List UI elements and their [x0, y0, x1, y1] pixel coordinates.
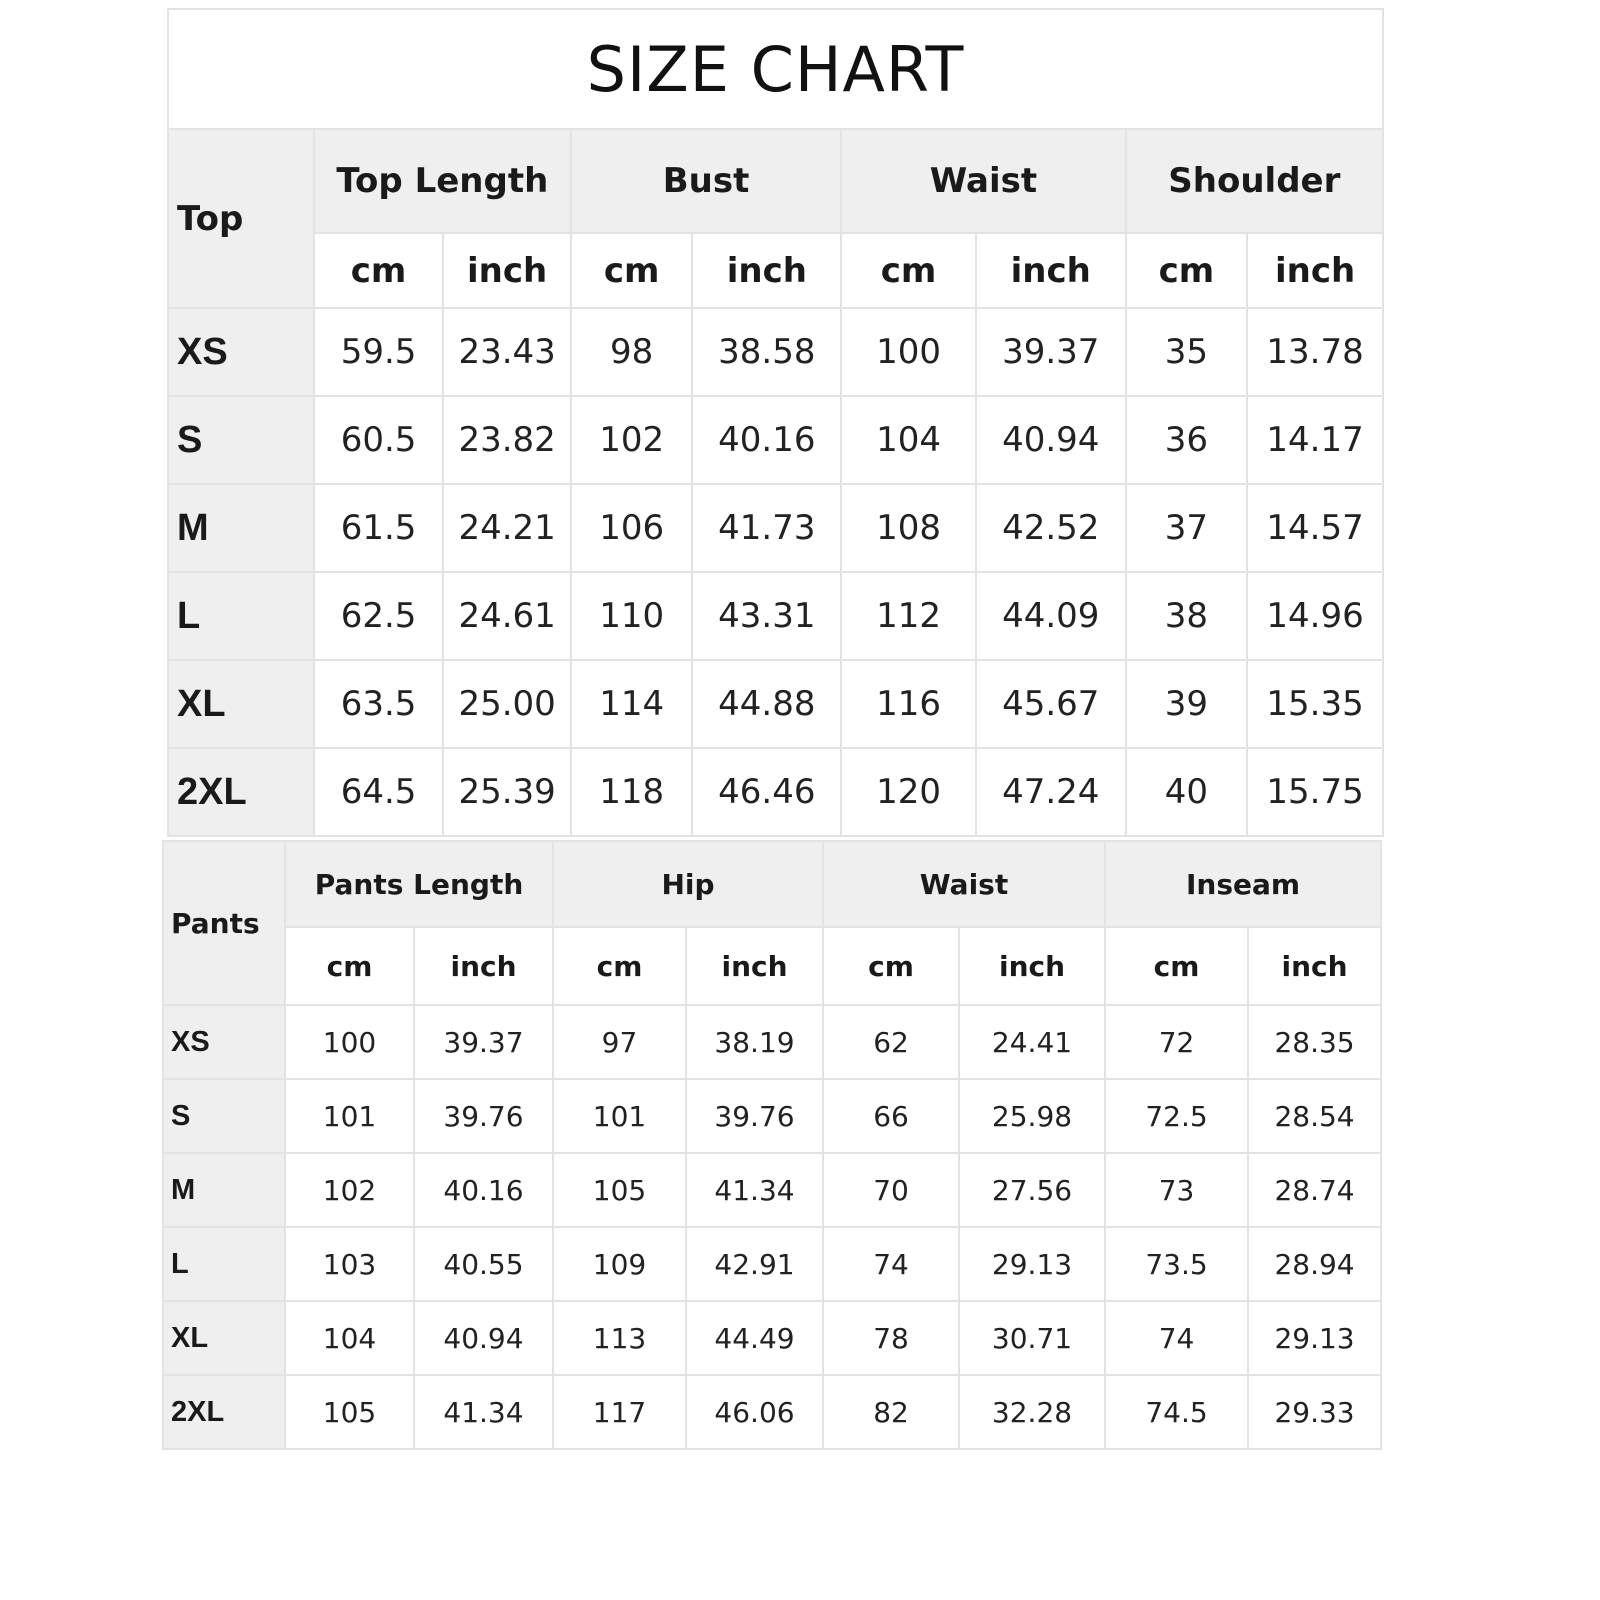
- table-cell: 40.94: [414, 1301, 553, 1375]
- table-cell: 29.13: [1248, 1301, 1381, 1375]
- table-cell: 25.00: [443, 660, 571, 748]
- table-cell: 102: [285, 1153, 414, 1227]
- table-cell: 117: [553, 1375, 686, 1449]
- table-cell: 24.21: [443, 484, 571, 572]
- table-cell: 39.76: [414, 1079, 553, 1153]
- table-cell: 15.35: [1247, 660, 1383, 748]
- table-cell: 47.24: [976, 748, 1126, 836]
- table-cell: 41.34: [414, 1375, 553, 1449]
- table-row: [163, 1079, 1381, 1153]
- table-cell: 23.82: [443, 396, 571, 484]
- unit-header: cm: [841, 233, 976, 308]
- size-label: XS: [168, 308, 314, 396]
- table-cell: 41.73: [692, 484, 841, 572]
- table-row: [168, 308, 1383, 396]
- pants-group-pants-length: Pants Length: [285, 841, 553, 927]
- table-cell: 23.43: [443, 308, 571, 396]
- size-label: XL: [163, 1301, 285, 1375]
- unit-header: inch: [1247, 233, 1383, 308]
- table-cell: 101: [553, 1079, 686, 1153]
- table-cell: 102: [571, 396, 692, 484]
- table-cell: 63.5: [314, 660, 444, 748]
- table-cell: 39: [1126, 660, 1247, 748]
- unit-header: inch: [1248, 927, 1381, 1005]
- table-row: [163, 1227, 1381, 1301]
- table-cell: 39.76: [686, 1079, 823, 1153]
- top-group-waist: Waist: [841, 129, 1125, 233]
- table-cell: 39.37: [414, 1005, 553, 1079]
- table-cell: 40.94: [976, 396, 1126, 484]
- size-label: L: [163, 1227, 285, 1301]
- table-cell: 105: [285, 1375, 414, 1449]
- table-cell: 118: [571, 748, 692, 836]
- table-cell: 25.39: [443, 748, 571, 836]
- top-group-bust: Bust: [571, 129, 841, 233]
- size-label: 2XL: [163, 1375, 285, 1449]
- pants-unit-header-row: [163, 927, 1381, 1005]
- top-size-table: [167, 8, 1384, 837]
- table-cell: 74: [823, 1227, 959, 1301]
- unit-header: inch: [686, 927, 823, 1005]
- table-cell: 40.16: [414, 1153, 553, 1227]
- table-cell: 104: [841, 396, 976, 484]
- size-label: M: [163, 1153, 285, 1227]
- unit-header: inch: [692, 233, 841, 308]
- top-group-header-row: [168, 129, 1383, 233]
- size-label: L: [168, 572, 314, 660]
- table-cell: 59.5: [314, 308, 444, 396]
- table-cell: 38.19: [686, 1005, 823, 1079]
- table-cell: 104: [285, 1301, 414, 1375]
- unit-header: cm: [823, 927, 959, 1005]
- table-cell: 38.58: [692, 308, 841, 396]
- table-cell: 43.31: [692, 572, 841, 660]
- pants-size-table: [162, 840, 1382, 1450]
- table-row: [168, 748, 1383, 836]
- table-cell: 101: [285, 1079, 414, 1153]
- table-cell: 120: [841, 748, 976, 836]
- table-cell: 64.5: [314, 748, 444, 836]
- page-title: SIZE CHART: [168, 9, 1383, 129]
- table-cell: 61.5: [314, 484, 444, 572]
- table-cell: 14.57: [1247, 484, 1383, 572]
- table-cell: 72.5: [1105, 1079, 1248, 1153]
- table-row: [168, 484, 1383, 572]
- size-label: S: [163, 1079, 285, 1153]
- table-cell: 30.71: [959, 1301, 1105, 1375]
- table-cell: 15.75: [1247, 748, 1383, 836]
- table-cell: 62.5: [314, 572, 444, 660]
- top-unit-header-row: [168, 233, 1383, 308]
- unit-header: cm: [314, 233, 444, 308]
- table-cell: 35: [1126, 308, 1247, 396]
- table-cell: 98: [571, 308, 692, 396]
- size-label: 2XL: [168, 748, 314, 836]
- table-row: [163, 1375, 1381, 1449]
- table-cell: 46.06: [686, 1375, 823, 1449]
- table-cell: 103: [285, 1227, 414, 1301]
- table-cell: 73: [1105, 1153, 1248, 1227]
- table-cell: 32.28: [959, 1375, 1105, 1449]
- top-corner-label: Top: [168, 129, 314, 308]
- table-cell: 14.96: [1247, 572, 1383, 660]
- top-group-shoulder: Shoulder: [1126, 129, 1383, 233]
- table-row: [168, 660, 1383, 748]
- table-cell: 114: [571, 660, 692, 748]
- table-cell: 97: [553, 1005, 686, 1079]
- unit-header: cm: [1126, 233, 1247, 308]
- unit-header: inch: [976, 233, 1126, 308]
- unit-header: inch: [959, 927, 1105, 1005]
- table-cell: 42.52: [976, 484, 1126, 572]
- size-label: XS: [163, 1005, 285, 1079]
- table-cell: 13.78: [1247, 308, 1383, 396]
- table-cell: 38: [1126, 572, 1247, 660]
- table-cell: 37: [1126, 484, 1247, 572]
- pants-group-waist: Waist: [823, 841, 1105, 927]
- table-cell: 39.37: [976, 308, 1126, 396]
- table-cell: 109: [553, 1227, 686, 1301]
- table-cell: 100: [285, 1005, 414, 1079]
- table-cell: 45.67: [976, 660, 1126, 748]
- table-cell: 105: [553, 1153, 686, 1227]
- table-cell: 25.98: [959, 1079, 1105, 1153]
- table-row: [163, 1005, 1381, 1079]
- pants-group-header-row: [163, 841, 1381, 927]
- table-cell: 40.16: [692, 396, 841, 484]
- table-cell: 112: [841, 572, 976, 660]
- table-cell: 66: [823, 1079, 959, 1153]
- unit-header: cm: [553, 927, 686, 1005]
- table-cell: 82: [823, 1375, 959, 1449]
- table-cell: 113: [553, 1301, 686, 1375]
- table-cell: 74.5: [1105, 1375, 1248, 1449]
- pants-group-hip: Hip: [553, 841, 823, 927]
- top-group-top-length: Top Length: [314, 129, 571, 233]
- table-cell: 110: [571, 572, 692, 660]
- table-cell: 14.17: [1247, 396, 1383, 484]
- size-label: XL: [168, 660, 314, 748]
- unit-header: inch: [414, 927, 553, 1005]
- table-cell: 41.34: [686, 1153, 823, 1227]
- table-cell: 42.91: [686, 1227, 823, 1301]
- table-cell: 40.55: [414, 1227, 553, 1301]
- table-row: [168, 396, 1383, 484]
- table-cell: 29.33: [1248, 1375, 1381, 1449]
- table-cell: 74: [1105, 1301, 1248, 1375]
- table-cell: 44.88: [692, 660, 841, 748]
- table-cell: 62: [823, 1005, 959, 1079]
- table-cell: 28.35: [1248, 1005, 1381, 1079]
- table-cell: 72: [1105, 1005, 1248, 1079]
- table-cell: 108: [841, 484, 976, 572]
- pants-group-inseam: Inseam: [1105, 841, 1381, 927]
- table-cell: 28.94: [1248, 1227, 1381, 1301]
- table-cell: 46.46: [692, 748, 841, 836]
- table-cell: 28.74: [1248, 1153, 1381, 1227]
- table-cell: 27.56: [959, 1153, 1105, 1227]
- size-label: S: [168, 396, 314, 484]
- pants-corner-label: Pants: [163, 841, 285, 1005]
- table-cell: 60.5: [314, 396, 444, 484]
- size-label: M: [168, 484, 314, 572]
- unit-header: cm: [1105, 927, 1248, 1005]
- table-cell: 116: [841, 660, 976, 748]
- table-cell: 100: [841, 308, 976, 396]
- table-cell: 106: [571, 484, 692, 572]
- table-cell: 73.5: [1105, 1227, 1248, 1301]
- table-row: [163, 1301, 1381, 1375]
- table-cell: 24.41: [959, 1005, 1105, 1079]
- unit-header: inch: [443, 233, 571, 308]
- table-cell: 44.49: [686, 1301, 823, 1375]
- table-cell: 78: [823, 1301, 959, 1375]
- table-row: [168, 572, 1383, 660]
- table-cell: 24.61: [443, 572, 571, 660]
- table-cell: 70: [823, 1153, 959, 1227]
- table-cell: 40: [1126, 748, 1247, 836]
- unit-header: cm: [571, 233, 692, 308]
- unit-header: cm: [285, 927, 414, 1005]
- table-cell: 29.13: [959, 1227, 1105, 1301]
- table-row: [163, 1153, 1381, 1227]
- table-cell: 28.54: [1248, 1079, 1381, 1153]
- table-cell: 44.09: [976, 572, 1126, 660]
- table-cell: 36: [1126, 396, 1247, 484]
